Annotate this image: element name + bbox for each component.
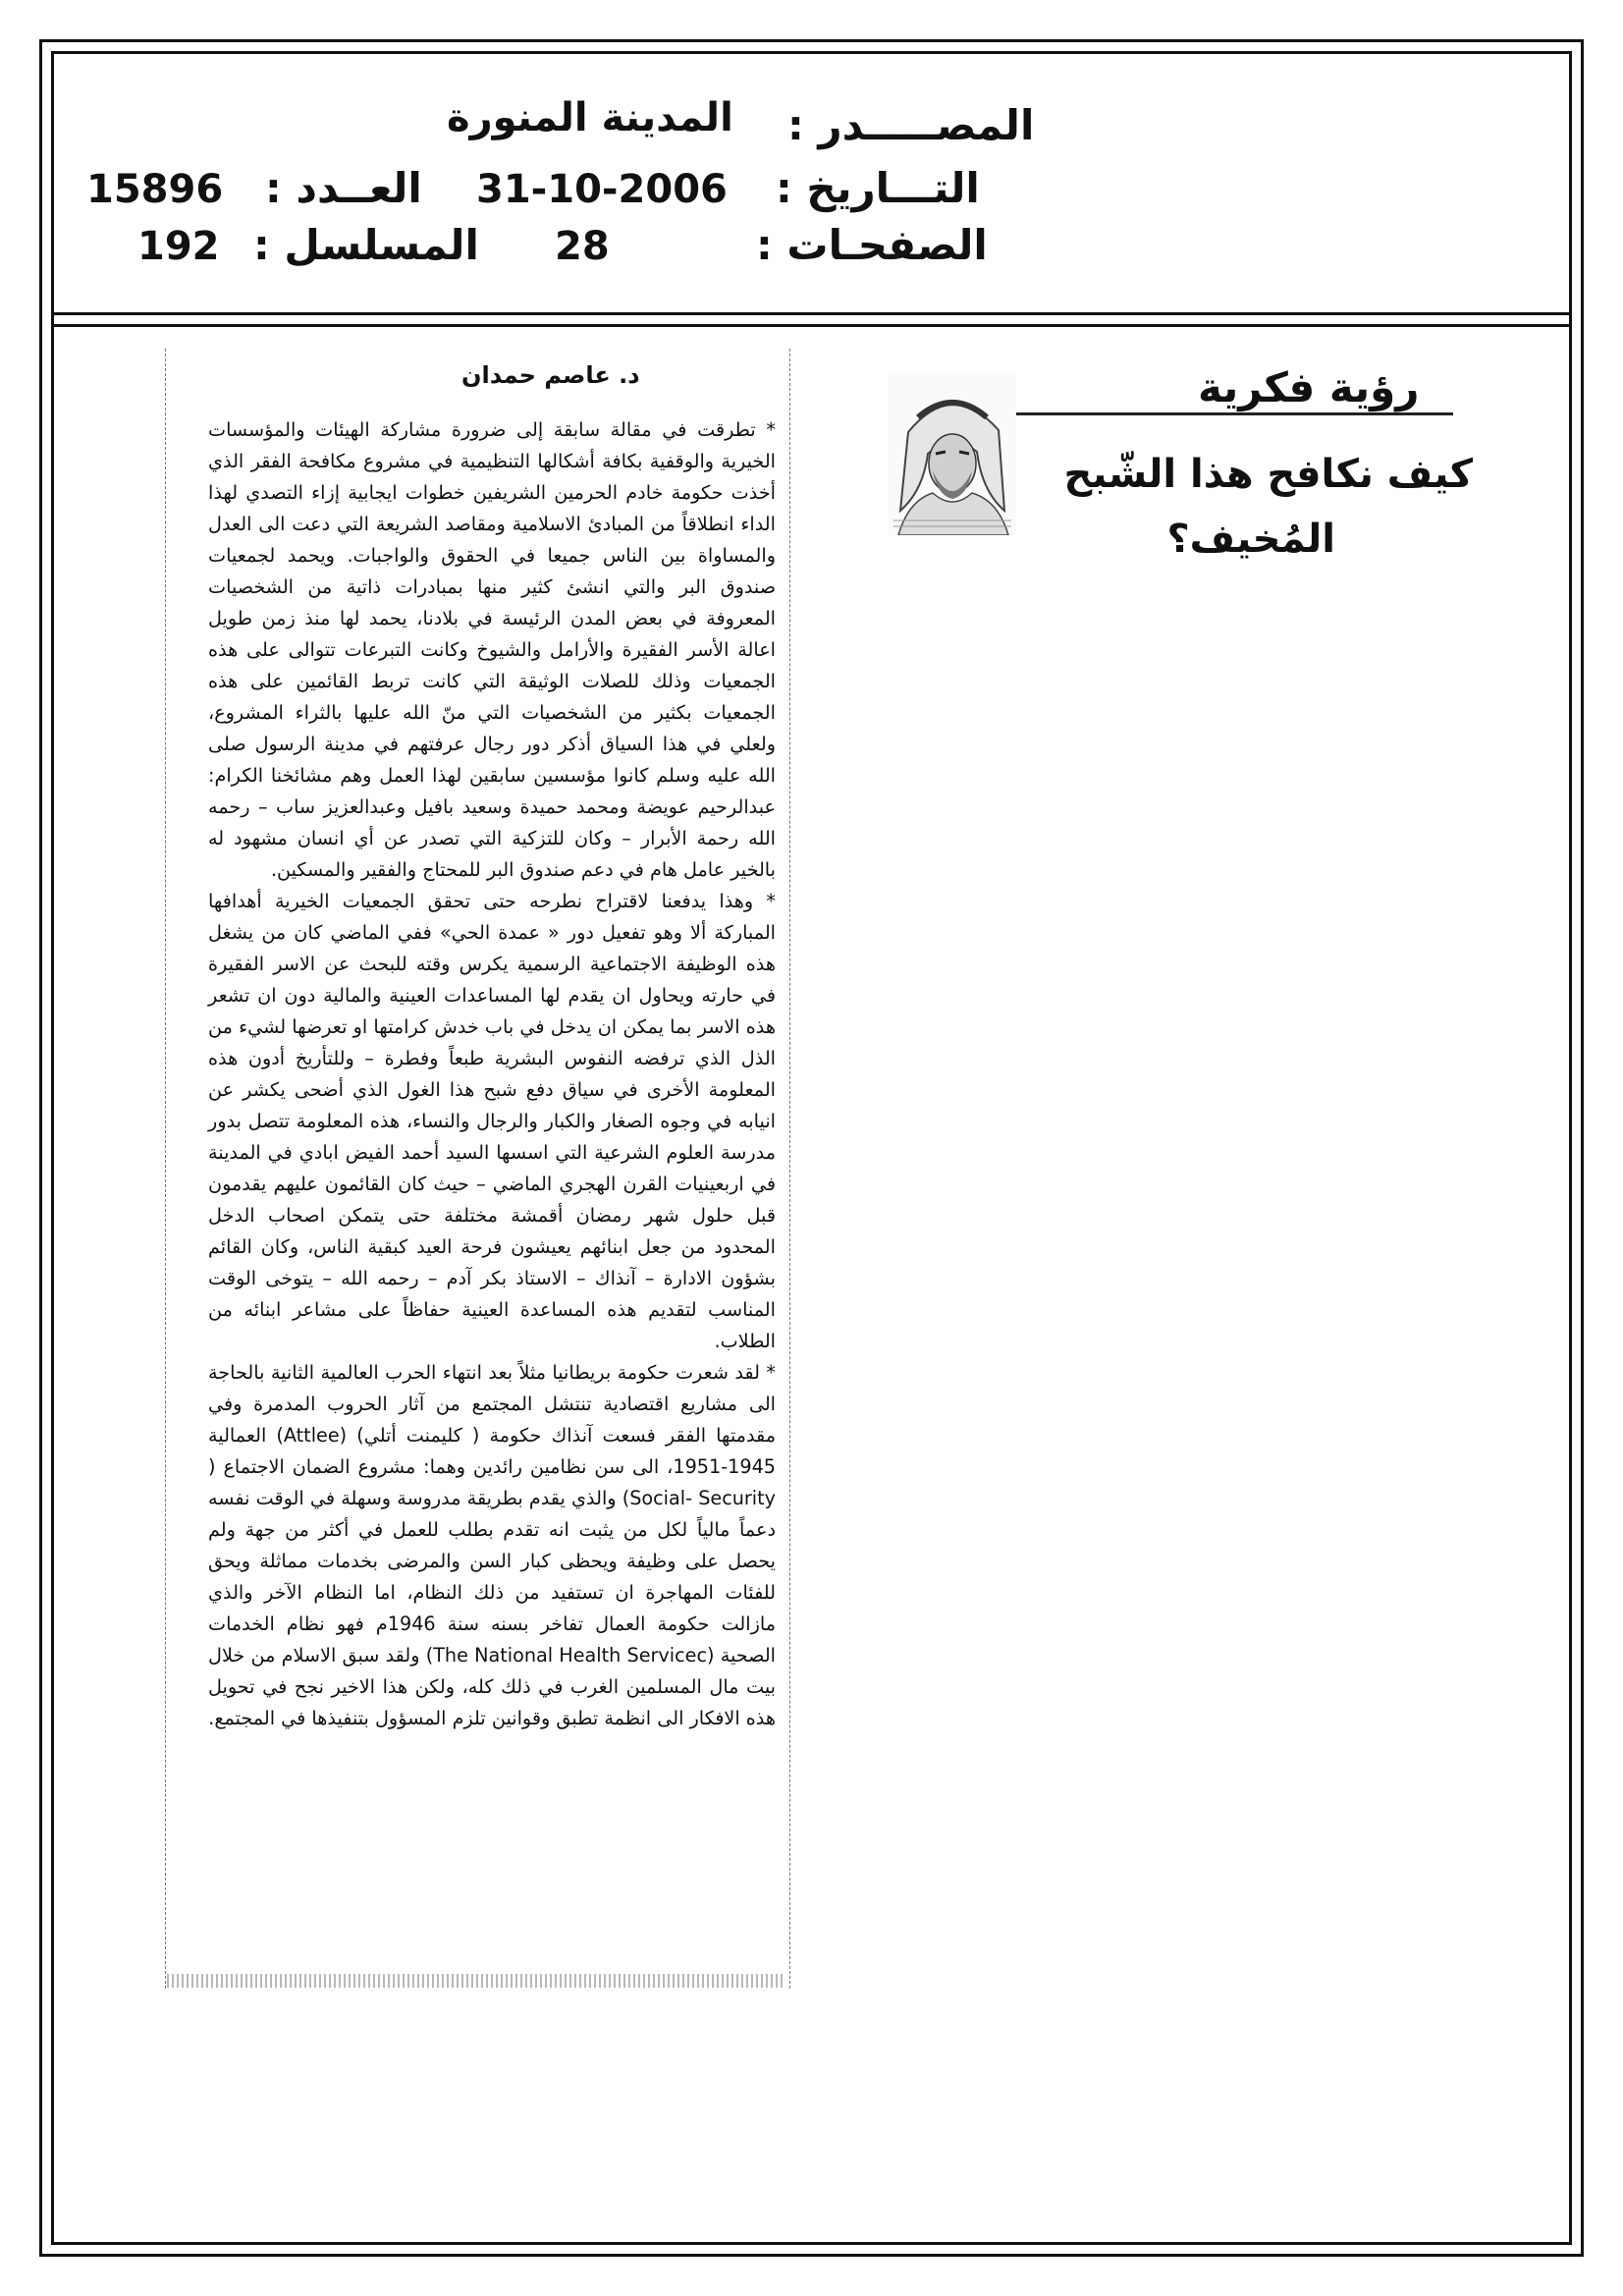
serial-label: المسلسل : (253, 221, 479, 269)
headline-line-1: كيف نكافح هذا الشّبح (1063, 452, 1473, 497)
article-paragraph: * لقد شعرت حكومة بريطانيا مثلاً بعد انتهاء الحرب العالمية الثانية بالحاجة الى مشاريع اقتصادية تنتشل المجتمع من آثار الحروب المدمرة وفي مقدمتها الفقر فسعت آنذاك حكومة ( كليمنت أتلي) (Attlee) العمالية 1945-1951، الى سن نظامين رائدين وهما: مشروع الضمان الاجتماع ( Social- Security) والذي يقدم بطريقة مدروسة وسهلة في الوقت نفسه دعماً مالياً لكل من يثبت انه تقدم بطلب للعمل في أكثر من جهة ولم يحصل على وظيفة ويحظى كبار السن والمرضى بخدمات مماثلة ويحق للفئات المهاجرة ان تستفيد من ذلك النظام، اما النظام الآخر والذي مازالت حكومة العمال تفاخر بسنه سنة 1946م فهو نظام الخدمات الصحية (The National Health Servicec) ولقد سبق الاسلام من خلال بيت مال المسلمين الغرب في ذلك كله، ولكن هذا الاخير نجح في تحويل هذه الافكار الى انظمة تطبق وقوانين تلزم المسؤول بتنفيذها في المجتمع. (208, 1361, 776, 1729)
pages-value: 28 (555, 224, 610, 269)
serial-value: 192 (137, 224, 220, 269)
article-body (208, 414, 776, 1734)
headline-line-2: المُخيف؟ (1166, 517, 1335, 562)
pages-label: الصفحـات : (756, 221, 988, 269)
date-value: 31-10-2006 (476, 167, 728, 212)
author-portrait (889, 373, 1016, 535)
date-label: التـــاريخ : (776, 164, 980, 212)
article-paragraph: * وهذا يدفعنا لاقتراح نطرحه حتى تحقق الجمعيات الخيرية أهدافها المباركة ألا وهو تفعيل دور « عمدة الحي» ففي الماضي كان من يشغل هذه الوظيفة الاجتماعية الرسمية يكرس وقته للبحث عن الاسر الفقيرة في حارته ويحاول ان يقدم لها المساعدات العينية والمالية دون ان تشعر هذه الاسر بما يمكن ان يدخل في باب خدش كرامتها او تعرضها لشيء من الذل الذي ترفضه النفوس البشرية طبعاً وفطرة – وللتأريخ أدون هذه المعلومة الأخرى في سياق دفع شبح هذا الغول الذي أضحى يكشر عن انيابه في وجوه الصغار والكبار والرجال والنساء، هذه المعلومة تتصل بدور مدرسة العلوم الشرعية التي اسسها السيد أحمد الفيض ابادي في المدينة في اربعينيات القرن الهجري الماضي – حيث كان القائمون عليهم يقدمون قبل حلول شهر رمضان أقمشة مختلفة حتى يتمكن اصحاب الدخل المحدود من جعل ابنائهم يعيشون فرحة العيد كبقية الناس، وكان القائم بشؤون الادارة – آنذاك – الاستاذ بكر آدم – رحمه الله – يتوخى الوقت المناسب لتقديم هذه المساعدة العينية حفاظاً على مشاعر ابنائه من الطلاب. (208, 890, 776, 1352)
clipping-edge (167, 1974, 785, 1988)
header-divider (51, 312, 1572, 315)
source-label: المصـــــدر : (787, 101, 1035, 149)
column-rule (992, 412, 1453, 415)
issue-value: 15896 (86, 167, 224, 212)
header-divider-secondary (51, 324, 1572, 327)
article-author: د. عاصم حمدان (461, 361, 640, 389)
column-name: رؤية فكرية (1198, 363, 1420, 411)
headline (982, 442, 1473, 572)
issue-label: العــدد : (265, 164, 422, 212)
article-paragraph: * تطرقت في مقالة سابقة إلى ضرورة مشاركة الهيئات والمؤسسات الخيرية والوقفية بكافة أشكالها التنظيمية في مشروع مكافحة الفقر الذي أخذت حكومة خادم الحرمين الشريفين خطوات ايجابية إزاء التصدي لهذا الداء انطلاقاً من المبادئ الاسلامية ومقاصد الشريعة التي دعت الى العدل والمساواة بين الناس جميعا في الحقوق والواجبات. ويحمد لجمعيات صندوق البر والتي انشئ كثير منها بمبادرات ذاتية من الشخصيات المعروفة في بعض المدن الرئيسة في بلادنا، يحمد لها منذ زمن طويل اعالة الأسر الفقيرة والأرامل والشيوخ وكانت التبرعات تتوالى على هذه الجمعيات وذلك للصلات الوثيقة التي كانت تربط القائمين على هذه الجمعيات بكثير من الشخصيات التي منّ الله عليها بالثراء المشروع، ولعلي في هذا السياق أذكر دور رجال عرفتهم في مدينة الرسول صلى الله عليه وسلم كانوا مؤسسين سابقين لهذا العمل وهم مشائخنا الكرام: عبدالرحيم عويضة ومحمد حميدة وسعيد بافيل وعبدالعزيز ساب – رحمه الله رحمة الأبرار – وكان للتزكية التي تصدر عن أي انسان مشهود له بالخير عامل هام في دعم صندوق البر للمحتاج والفقير والمسكين. (208, 418, 776, 881)
source-value: المدينة المنورة (447, 95, 733, 140)
